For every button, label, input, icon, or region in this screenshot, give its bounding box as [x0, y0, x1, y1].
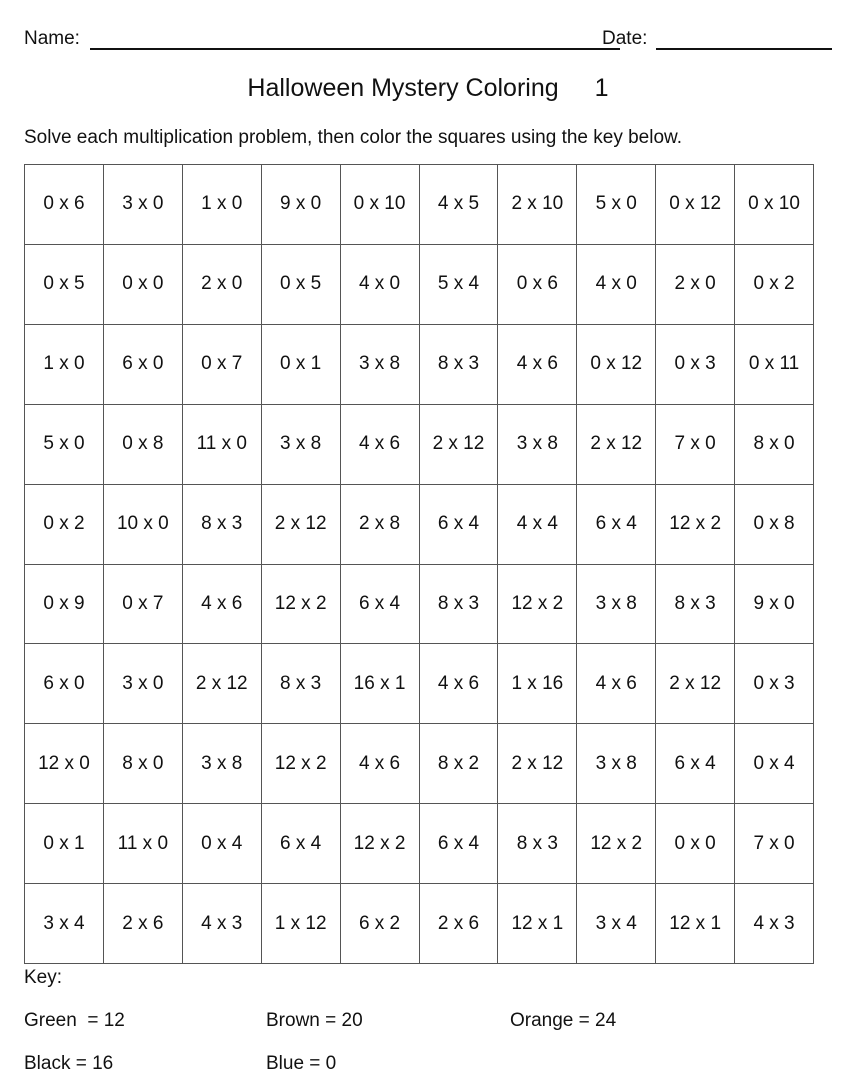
grid-cell[interactable]: 0 x 0 — [104, 245, 183, 325]
grid-cell[interactable]: 8 x 3 — [262, 644, 341, 724]
grid-cell[interactable]: 0 x 3 — [656, 325, 735, 405]
grid-cell[interactable]: 6 x 4 — [420, 804, 499, 884]
grid-cell[interactable]: 0 x 9 — [25, 565, 104, 645]
grid-cell[interactable]: 0 x 2 — [735, 245, 814, 325]
grid-cell[interactable]: 12 x 0 — [25, 724, 104, 804]
grid-cell[interactable]: 6 x 4 — [341, 565, 420, 645]
grid-cell[interactable]: 2 x 12 — [577, 405, 656, 485]
grid-cell[interactable]: 3 x 8 — [577, 724, 656, 804]
grid-cell[interactable]: 3 x 4 — [577, 884, 656, 964]
grid-cell[interactable]: 4 x 6 — [341, 405, 420, 485]
grid-cell[interactable]: 3 x 4 — [25, 884, 104, 964]
title-text: Halloween Mystery Coloring — [247, 74, 559, 102]
grid-cell[interactable]: 10 x 0 — [104, 485, 183, 565]
key-item-green: Green = 12 — [24, 1010, 125, 1031]
grid-cell[interactable]: 4 x 0 — [577, 245, 656, 325]
grid-cell[interactable]: 2 x 6 — [104, 884, 183, 964]
grid-cell[interactable]: 4 x 3 — [735, 884, 814, 964]
grid-cell[interactable]: 4 x 4 — [498, 485, 577, 565]
grid-cell[interactable]: 12 x 2 — [262, 724, 341, 804]
grid-cell[interactable]: 0 x 8 — [104, 405, 183, 485]
grid-cell[interactable]: 0 x 2 — [25, 485, 104, 565]
grid-cell[interactable]: 0 x 10 — [341, 165, 420, 245]
grid-cell[interactable]: 0 x 7 — [183, 325, 262, 405]
grid-cell[interactable]: 0 x 5 — [262, 245, 341, 325]
grid-cell[interactable]: 6 x 4 — [262, 804, 341, 884]
grid-cell[interactable]: 12 x 2 — [498, 565, 577, 645]
grid-cell[interactable]: 12 x 2 — [262, 565, 341, 645]
grid-cell[interactable]: 0 x 4 — [735, 724, 814, 804]
grid-cell[interactable]: 2 x 12 — [498, 724, 577, 804]
grid-cell[interactable]: 0 x 1 — [25, 804, 104, 884]
grid-cell[interactable]: 6 x 4 — [577, 485, 656, 565]
grid-cell[interactable]: 8 x 3 — [498, 804, 577, 884]
grid-cell[interactable]: 2 x 0 — [183, 245, 262, 325]
grid-cell[interactable]: 12 x 2 — [341, 804, 420, 884]
grid-cell[interactable]: 4 x 6 — [183, 565, 262, 645]
grid-cell[interactable]: 1 x 0 — [183, 165, 262, 245]
grid-cell[interactable]: 7 x 0 — [735, 804, 814, 884]
instructions: Solve each multiplication problem, then color the squares using the key below. — [24, 127, 682, 148]
grid-cell[interactable]: 3 x 8 — [183, 724, 262, 804]
grid-cell[interactable]: 9 x 0 — [735, 565, 814, 645]
grid-cell[interactable]: 4 x 6 — [498, 325, 577, 405]
grid-cell[interactable]: 11 x 0 — [183, 405, 262, 485]
grid-cell[interactable]: 8 x 2 — [420, 724, 499, 804]
grid-cell[interactable]: 3 x 8 — [577, 565, 656, 645]
grid-cell[interactable]: 5 x 0 — [25, 405, 104, 485]
grid-cell[interactable]: 0 x 10 — [735, 165, 814, 245]
grid-cell[interactable]: 3 x 8 — [498, 405, 577, 485]
grid-cell[interactable]: 0 x 6 — [498, 245, 577, 325]
grid-cell[interactable]: 9 x 0 — [262, 165, 341, 245]
grid-cell[interactable]: 0 x 5 — [25, 245, 104, 325]
grid-cell[interactable]: 1 x 16 — [498, 644, 577, 724]
grid-cell[interactable]: 1 x 12 — [262, 884, 341, 964]
grid-cell[interactable]: 5 x 4 — [420, 245, 499, 325]
grid-cell[interactable]: 12 x 1 — [656, 884, 735, 964]
grid-cell[interactable]: 12 x 1 — [498, 884, 577, 964]
grid-cell[interactable]: 4 x 5 — [420, 165, 499, 245]
grid-cell[interactable]: 8 x 3 — [183, 485, 262, 565]
grid-cell[interactable]: 8 x 3 — [420, 325, 499, 405]
grid-cell[interactable]: 3 x 0 — [104, 644, 183, 724]
grid-cell[interactable]: 2 x 10 — [498, 165, 577, 245]
page-title — [0, 74, 856, 103]
grid-cell[interactable]: 1 x 0 — [25, 325, 104, 405]
header-row — [24, 28, 832, 54]
key-item-blue: Blue = 0 — [266, 1053, 337, 1074]
grid-cell[interactable]: 0 x 12 — [656, 165, 735, 245]
grid-cell[interactable]: 4 x 6 — [341, 724, 420, 804]
grid-cell[interactable]: 6 x 4 — [420, 485, 499, 565]
grid-cell[interactable]: 16 x 1 — [341, 644, 420, 724]
key-title: Key: — [24, 967, 63, 988]
grid-cell[interactable]: 0 x 1 — [262, 325, 341, 405]
name-field-line[interactable] — [90, 48, 620, 50]
grid-cell[interactable]: 4 x 3 — [183, 884, 262, 964]
grid-cell[interactable]: 5 x 0 — [577, 165, 656, 245]
key-item-black: Black = 16 — [24, 1053, 114, 1074]
grid-cell[interactable]: 4 x 0 — [341, 245, 420, 325]
grid-cell[interactable]: 4 x 6 — [420, 644, 499, 724]
grid-cell[interactable]: 2 x 6 — [420, 884, 499, 964]
grid-cell[interactable]: 3 x 0 — [104, 165, 183, 245]
grid-cell[interactable]: 8 x 0 — [735, 405, 814, 485]
grid-cell[interactable]: 3 x 8 — [341, 325, 420, 405]
grid-cell[interactable]: 2 x 12 — [656, 644, 735, 724]
grid-cell[interactable]: 8 x 3 — [420, 565, 499, 645]
grid-cell[interactable]: 6 x 2 — [341, 884, 420, 964]
grid-cell[interactable]: 0 x 3 — [735, 644, 814, 724]
grid-cell[interactable]: 0 x 6 — [25, 165, 104, 245]
grid-cell[interactable]: 12 x 2 — [577, 804, 656, 884]
grid-cell[interactable]: 11 x 0 — [104, 804, 183, 884]
grid-cell[interactable]: 0 x 7 — [104, 565, 183, 645]
grid-cell[interactable]: 6 x 0 — [25, 644, 104, 724]
date-field-line[interactable] — [656, 48, 832, 50]
coloring-grid — [24, 164, 814, 964]
grid-cell[interactable]: 0 x 11 — [735, 325, 814, 405]
grid-cell[interactable]: 6 x 0 — [104, 325, 183, 405]
grid-cell[interactable]: 7 x 0 — [656, 405, 735, 485]
grid-cell[interactable]: 0 x 8 — [735, 485, 814, 565]
key-item-orange: Orange = 24 — [510, 1010, 617, 1031]
grid-cell[interactable]: 6 x 4 — [656, 724, 735, 804]
grid-cell[interactable]: 2 x 8 — [341, 485, 420, 565]
grid-cell[interactable]: 12 x 2 — [656, 485, 735, 565]
grid-cell[interactable]: 4 x 6 — [577, 644, 656, 724]
grid-cell[interactable]: 2 x 12 — [420, 405, 499, 485]
name-label: Name: — [24, 28, 80, 49]
grid-cell[interactable]: 0 x 12 — [577, 325, 656, 405]
sheet-number: 1 — [594, 74, 609, 102]
grid-cell[interactable]: 0 x 4 — [183, 804, 262, 884]
grid-cell[interactable]: 2 x 12 — [262, 485, 341, 565]
grid-cell[interactable]: 2 x 0 — [656, 245, 735, 325]
date-label: Date: — [602, 28, 648, 49]
key-item-brown: Brown = 20 — [266, 1010, 363, 1031]
grid-cell[interactable]: 3 x 8 — [262, 405, 341, 485]
grid-cell[interactable]: 2 x 12 — [183, 644, 262, 724]
grid-cell[interactable]: 8 x 3 — [656, 565, 735, 645]
grid-cell[interactable]: 8 x 0 — [104, 724, 183, 804]
grid-cell[interactable]: 0 x 0 — [656, 804, 735, 884]
